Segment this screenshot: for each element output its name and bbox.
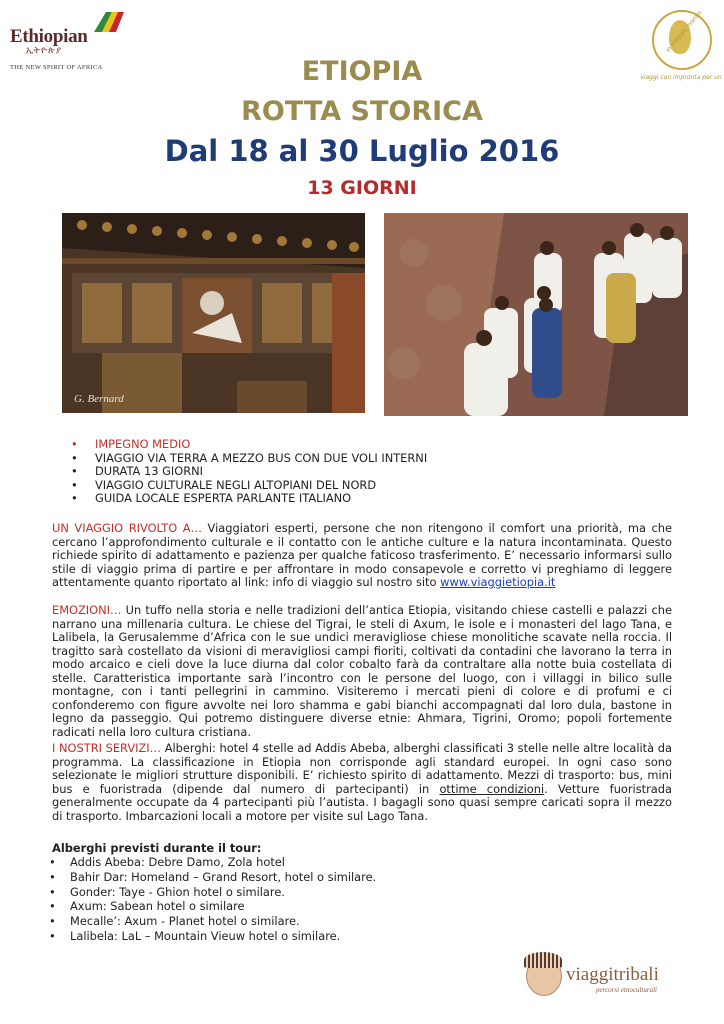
highlight-item: • DURATA 13 GIORNI bbox=[68, 465, 588, 479]
section-heading: EMOZIONI… bbox=[52, 603, 122, 617]
section-text: Viaggiatori esperti, persone che non ritengono il comfort una priorità, ma che cercano l’approfondimento culturale e il contatto con le antiche culture e la natura incontaminata. Questo richiede spirito di adattamento e pazienza per qualche faticoso trasferimento. E’ necessario informarsi sullo stile di viaggio prima di partire e per affrontare in modo consapevole e corretto vi preghiamo di leggere attentamente quanto riportato al link: info di viaggio sul nostro sito bbox=[52, 521, 673, 590]
airline-name-amharic: ኢትዮጵያ bbox=[26, 46, 63, 56]
airline-name: Ethiopian bbox=[10, 26, 88, 47]
hotel-item: • Lalibela: LaL – Mountain Vieuw hotel o similare. bbox=[49, 929, 549, 944]
hair-icon bbox=[524, 952, 562, 968]
title-route: ROTTA STORICA bbox=[241, 96, 483, 127]
hotels-list bbox=[49, 855, 549, 944]
brand-subtitle: percorsi etnoculturali bbox=[596, 986, 657, 994]
section-text-underlined: ottime condizioni bbox=[439, 781, 545, 796]
hotel-item: • Addis Abeba: Debre Damo, Zola hotel bbox=[49, 855, 549, 870]
section-heading: I NOSTRI SERVIZI… bbox=[52, 741, 162, 755]
logo-ring-text: in viaggio mondo bbox=[664, 9, 704, 54]
airline-tagline: THE NEW SPIRIT OF AFRICA bbox=[10, 64, 103, 71]
section-text: . Vetture fuoristrada generalmente occupate da 4 partecipanti più l’autista. I bagagli sono quasi sempre caricati sopra il mezzo di trasporto. Imbarcazioni locali a motore per visite sul Lago Tana. bbox=[52, 781, 672, 823]
title-duration: 13 GIORNI bbox=[307, 177, 417, 199]
hotel-item: • Axum: Sabean hotel o similare bbox=[49, 899, 549, 914]
section-text: Alberghi: hotel 4 stelle ad Addis Abeba, alberghi classificati 3 stelle nelle altre località da programma. La classificazione in Etiopia non corrisponde agli standard europei. In ogni caso sono selezionate le migliori strutture disponibili. E’ richiesto spirito di adattamento. Mezzi di trasporto: bus, mini bus e fuoristrada (dipende dal numero di partecipanti) in bbox=[52, 741, 672, 796]
title-country: ETIOPIA bbox=[301, 56, 423, 87]
brand-name: viaggitribali bbox=[566, 964, 659, 985]
title-dates: Dal 18 al 30 Luglio 2016 bbox=[164, 134, 560, 168]
pilgrims-photo bbox=[384, 213, 688, 416]
section-emotions bbox=[52, 604, 672, 739]
highlight-item: • VIAGGIO CULTURALE NEGLI ALTOPIANI DEL NORD bbox=[68, 479, 588, 493]
website-link[interactable]: www.viaggietiopia.it bbox=[440, 575, 556, 590]
section-text: Un tuffo nella storia e nelle tradizioni dell’antica Etiopia, visitando chiese castelli e palazzi che narrano una millenaria cultura. Le chiese del Tigrai, le steli di Axum, le isole e i monasteri del lago Tana, e Lalibela, la Gerusalemme d’Africa con le sue undici meravigliose chiese monolitiche scavate nella roccia. Il tragitto sarà costellato da visioni di meravigliosi campi fioriti, coltivati da contadini che lavorano la terra in modo arcaico e cieli dove la luce diurna dal color cobalto farà da contraltare alla notte buia costellata di stelle. Caratteristica importante sarà l’incontro con le persone del luogo, con i villaggi in bilico sulle montagne, con i tanti pellegrini in cammino. Visiteremo i mercati pieni di colore e di profumi e ci confonderemo con figure avvolte nei loro shamma e gabi bianchi accompagnati dal loro dula, bastone in legno da passeggio. Qui potremo distinguere diverse etnie: Ahmara, Tigrini, Oromo; popoli fortemente radicati nella loro cultura cristiana. bbox=[52, 603, 672, 739]
section-services bbox=[52, 742, 672, 823]
hotel-item: • Gonder: Taye - Ghion hotel o similare. bbox=[49, 885, 549, 900]
trip-highlights-list bbox=[68, 438, 588, 506]
airline-tail-icon bbox=[92, 8, 126, 34]
hotel-item: • Bahir Dar: Homeland – Grand Resort, hotel o similare. bbox=[49, 870, 549, 885]
photo-credit: G. Bernard bbox=[74, 393, 124, 405]
hotel-item: • Mecalle’: Axum - Planet hotel o similare. bbox=[49, 914, 549, 929]
logo-caption: viaggi con impronta per un bbox=[640, 74, 722, 81]
highlight-item: • GUIDA LOCALE ESPERTA PARLANTE ITALIANO bbox=[68, 492, 588, 506]
section-target-audience bbox=[52, 522, 672, 590]
section-heading: UN VIAGGIO RIVOLTO A… bbox=[52, 521, 202, 535]
hotels-heading: Alberghi previsti durante il tour: bbox=[52, 841, 262, 855]
church-ceiling-photo bbox=[62, 213, 365, 413]
highlight-item: • VIAGGIO VIA TERRA A MEZZO BUS CON DUE VOLI INTERNI bbox=[68, 452, 588, 466]
viaggitribali-logo bbox=[524, 952, 674, 1006]
highlight-item: • IMPEGNO MEDIO bbox=[68, 438, 588, 452]
